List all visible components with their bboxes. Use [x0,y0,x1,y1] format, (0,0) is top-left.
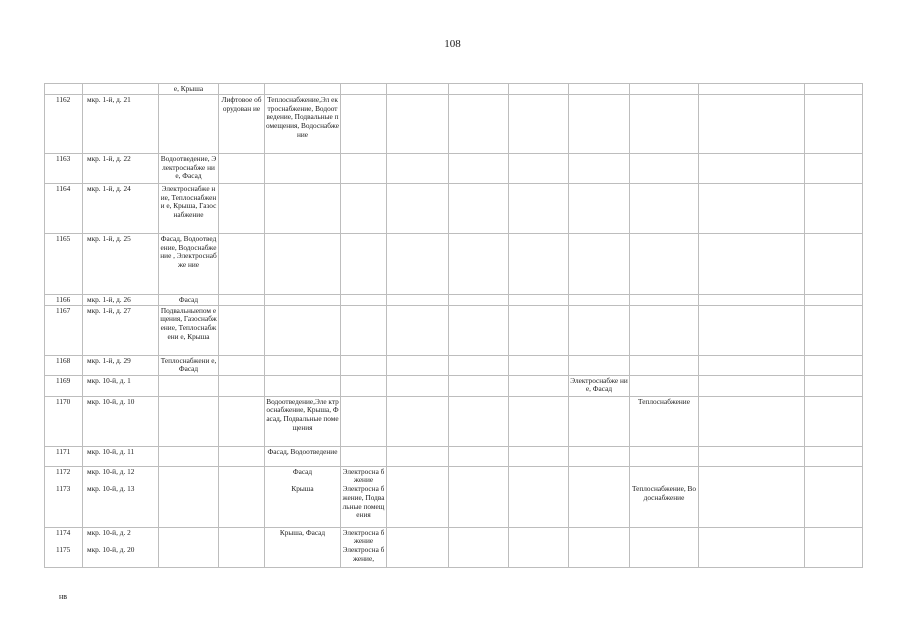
table-cell-address: мкр. 10-й, д. 11 [83,446,159,466]
table-cell-address: мкр. 10-й, д. 12 мкр. 10-й, д. 13 [83,466,159,527]
table-cell-c4 [219,375,265,396]
table-cell-no: 1164 [45,184,83,234]
table-cell-c4 [219,396,265,446]
table-cell-c5: Фасад, Водоотведение [265,446,341,466]
table-cell-c3: Теплоснабжени е, Фасад [159,355,219,375]
table-cell-c6 [341,154,387,184]
table-cell-c7 [387,95,449,154]
table-cell-c7 [387,446,449,466]
table-cell-c10 [569,446,630,466]
table-cell-c4 [219,295,265,306]
table-cell-c12 [699,154,805,184]
table-cell-c12 [699,527,805,567]
table-cell-c13 [805,375,863,396]
table-cell-c9 [509,375,569,396]
table-cell-c4 [219,446,265,466]
table-cell-no: 1174 1175 [45,527,83,567]
table-cell-c5: Водоотведение,Эле ктроснабжение, Крыша, Фасад, Подвальные помещения [265,396,341,446]
table-cell-c3: е, Крыша [159,84,219,95]
table-cell-address: мкр. 1-й, д. 22 [83,154,159,184]
table-cell-c7 [387,234,449,295]
table-cell-c3 [159,396,219,446]
table-row [45,355,863,375]
table-cell-c10 [569,154,630,184]
table-cell-address: мкр. 1-й, д. 24 [83,184,159,234]
table-row [45,446,863,466]
table-row [45,527,863,567]
table-cell-c3: Подвальныепом ещения, Газоснабжение, Теплоснабжени е, Крыша [159,305,219,355]
table-cell-c5 [265,84,341,95]
table-cell-no: 1163 [45,154,83,184]
table-row [45,184,863,234]
table-cell-c6 [341,95,387,154]
table-cell-c5 [265,355,341,375]
table-cell-no: 1171 [45,446,83,466]
table-cell-no: 1172 1173 [45,466,83,527]
table-cell-address: мкр. 1-й, д. 29 [83,355,159,375]
table-cell-c7 [387,466,449,527]
table-cell-c3: Электроснабже ние, Теплоснабжени е, Крыша, Газоснабжение [159,184,219,234]
table-cell-c5 [265,375,341,396]
table-cell-c12 [699,375,805,396]
table-cell-c7 [387,396,449,446]
table-cell-c10 [569,234,630,295]
table-cell-c4 [219,184,265,234]
table-cell-c9 [509,446,569,466]
table-cell-c13 [805,527,863,567]
table-cell-c12 [699,295,805,306]
table-cell-c12 [699,84,805,95]
table-cell-c6: Электросна бжение Электросна бжение, Подвальные помещения [341,466,387,527]
table-cell-c10 [569,295,630,306]
table-row [45,466,863,527]
table-cell-c13 [805,295,863,306]
table-cell-c8 [449,355,509,375]
table-cell-c12 [699,466,805,527]
table-row [45,234,863,295]
footer-mark: нв [59,592,68,601]
table-cell-c7 [387,355,449,375]
table-cell-c3 [159,527,219,567]
table-cell-c12 [699,355,805,375]
table-cell-c6 [341,184,387,234]
table-cell-c9 [509,84,569,95]
table-cell-c4 [219,466,265,527]
table-cell-no: 1165 [45,234,83,295]
table-cell-c7 [387,527,449,567]
table-cell-no [45,84,83,95]
table-cell-c5 [265,234,341,295]
table-cell-c13 [805,466,863,527]
table-cell-c11 [630,527,699,567]
table-cell-c10 [569,396,630,446]
table-cell-c5 [265,184,341,234]
table-cell-c10 [569,466,630,527]
table-cell-c3 [159,95,219,154]
table-cell-c6 [341,295,387,306]
table-row [45,375,863,396]
table-cell-c12 [699,184,805,234]
table-cell-c5 [265,295,341,306]
table-cell-c6 [341,234,387,295]
repair-schedule-table [44,83,863,568]
table-cell-c10 [569,305,630,355]
table-cell-c6 [341,375,387,396]
table-cell-c10 [569,527,630,567]
table-cell-c8 [449,295,509,306]
table-row [45,295,863,306]
page-number: 108 [444,38,461,50]
table-cell-c3: Водоотведение, Электроснабже ние, Фасад [159,154,219,184]
table-cell-c9 [509,466,569,527]
table-cell-c9 [509,154,569,184]
table-cell-address [83,84,159,95]
table-cell-c9 [509,295,569,306]
table-cell-c7 [387,295,449,306]
table-cell-no: 1169 [45,375,83,396]
table-cell-c6: Электросна бжение Электросна бжение, [341,527,387,567]
table-cell-c11 [630,295,699,306]
table-cell-c9 [509,396,569,446]
table-cell-c9 [509,305,569,355]
table-cell-c11: Теплоснабжение, Водоснабжение [630,466,699,527]
table-row [45,396,863,446]
table-cell-c3 [159,446,219,466]
table-cell-c11 [630,355,699,375]
table-cell-c9 [509,184,569,234]
table-cell-c12 [699,95,805,154]
table-row [45,95,863,154]
table-cell-c4 [219,355,265,375]
table-cell-c10 [569,184,630,234]
table-cell-c8 [449,396,509,446]
table-cell-no: 1162 [45,95,83,154]
table-cell-c10 [569,95,630,154]
table-row [45,154,863,184]
table-cell-c8 [449,305,509,355]
table-cell-c5: Крыша, Фасад [265,527,341,567]
table-cell-c13 [805,234,863,295]
table-cell-c6 [341,355,387,375]
table-cell-c13 [805,154,863,184]
table-cell-c7 [387,154,449,184]
table-cell-c4 [219,154,265,184]
table-cell-address: мкр. 10-й, д. 2 мкр. 10-й, д. 20 [83,527,159,567]
table-cell-c11 [630,305,699,355]
table-cell-c9 [509,95,569,154]
table-cell-c11 [630,95,699,154]
table-cell-c3 [159,375,219,396]
table-cell-c10: Электроснабже ние, Фасад [569,375,630,396]
table-cell-c9 [509,527,569,567]
table-cell-c11: Теплоснабжение [630,396,699,446]
table-cell-c12 [699,234,805,295]
table-cell-c13 [805,184,863,234]
table-cell-c13 [805,446,863,466]
table-cell-no: 1166 [45,295,83,306]
table-cell-c8 [449,95,509,154]
table-cell-c3 [159,466,219,527]
table-cell-c12 [699,305,805,355]
table-cell-address: мкр. 1-й, д. 25 [83,234,159,295]
table-cell-c9 [509,234,569,295]
table-cell-address: мкр. 1-й, д. 27 [83,305,159,355]
table-cell-c13 [805,305,863,355]
table-cell-c4 [219,84,265,95]
table-cell-c5 [265,305,341,355]
table-cell-address: мкр. 10-й, д. 1 [83,375,159,396]
table-cell-c13 [805,396,863,446]
table-cell-no: 1167 [45,305,83,355]
table-cell-c6 [341,396,387,446]
table-cell-c10 [569,84,630,95]
table-cell-no: 1170 [45,396,83,446]
table-cell-no: 1168 [45,355,83,375]
table-cell-address: мкр. 10-й, д. 10 [83,396,159,446]
table-cell-c8 [449,375,509,396]
table-cell-c10 [569,355,630,375]
table-cell-c8 [449,527,509,567]
table-cell-c4: Лифтовое оборудован ие [219,95,265,154]
table-cell-c5: Фасад Крыша [265,466,341,527]
table-cell-c9 [509,355,569,375]
table-row [45,84,863,95]
table-cell-c13 [805,355,863,375]
table-cell-c8 [449,234,509,295]
table-cell-c7 [387,184,449,234]
table-cell-address: мкр. 1-й, д. 21 [83,95,159,154]
table-cell-c13 [805,84,863,95]
table-cell-c3: Фасад, Водоотведение, Водоснабжение , Электроснабже ние [159,234,219,295]
table-cell-c11 [630,375,699,396]
table-cell-c5: Теплоснабжение,Эл ектроснабжение, Водоотведение, Подвальные помещения, Водоснабжение [265,95,341,154]
table-cell-c3: Фасад [159,295,219,306]
table-cell-c4 [219,305,265,355]
table-cell-c8 [449,184,509,234]
table-cell-c6 [341,305,387,355]
table-cell-c5 [265,154,341,184]
table-cell-c12 [699,446,805,466]
table-cell-c6 [341,84,387,95]
table-cell-address: мкр. 1-й, д. 26 [83,295,159,306]
table-cell-c11 [630,184,699,234]
table-cell-c12 [699,396,805,446]
table-cell-c7 [387,375,449,396]
table-cell-c8 [449,446,509,466]
table-cell-c4 [219,234,265,295]
table-cell-c7 [387,305,449,355]
table-cell-c8 [449,84,509,95]
table-cell-c13 [805,95,863,154]
table-cell-c11 [630,154,699,184]
table-cell-c4 [219,527,265,567]
table-cell-c11 [630,234,699,295]
table-cell-c6 [341,446,387,466]
table-row [45,305,863,355]
table-cell-c8 [449,466,509,527]
table-cell-c8 [449,154,509,184]
table-cell-c11 [630,446,699,466]
table-cell-c11 [630,84,699,95]
table-cell-c7 [387,84,449,95]
